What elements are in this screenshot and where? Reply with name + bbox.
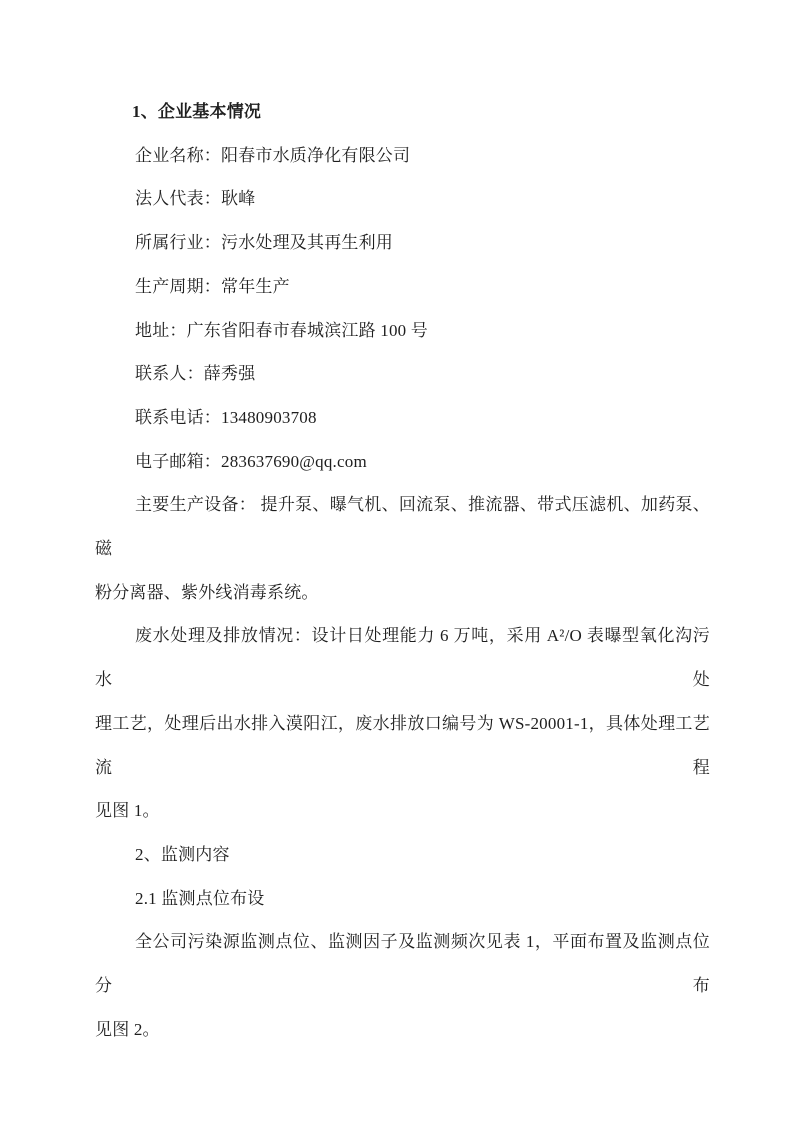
contact-person-line: 联系人：薛秀强 [135,364,256,384]
equipment-line-2: 粉分离器、紫外线消毒系统。 [95,582,319,602]
wastewater-line-1: 废水处理及排放情况：设计日处理能力 6 万吨，采用 A²/O 表曝型氧化沟污水处 [95,626,710,690]
equipment-line-1: 主要生产设备： 提升泵、曝气机、回流泵、推流器、带式压滤机、加药泵、磁 [95,495,710,559]
section-1-heading: 1、企业基本情况 [132,102,262,121]
contact-phone-line: 联系电话：13480903708 [135,407,317,427]
section-2-heading: 2、监测内容 [135,844,230,864]
legal-representative-line: 法人代表：耿峰 [135,189,256,209]
production-cycle-line: 生产周期：常年生产 [135,276,290,296]
monitoring-line-1: 全公司污染源监测点位、监测因子及监测频次见表 1，平面布置及监测点位分布 [95,932,710,996]
company-name-line: 企业名称：阳春市水质净化有限公司 [135,145,411,165]
wastewater-line-3: 见图 1。 [95,801,160,821]
document-body [95,90,710,1051]
address-line: 地址：广东省阳春市春城滨江路 100 号 [135,320,428,340]
industry-line: 所属行业：污水处理及其再生利用 [135,233,393,253]
email-line: 电子邮箱：283637690@qq.com [135,451,367,471]
wastewater-line-2: 理工艺，处理后出水排入漠阳江，废水排放口编号为 WS-20001-1，具体处理工艺流程 [95,713,710,777]
section-2-1-heading: 2.1 监测点位布设 [135,888,265,908]
monitoring-line-2: 见图 2。 [95,1019,160,1039]
